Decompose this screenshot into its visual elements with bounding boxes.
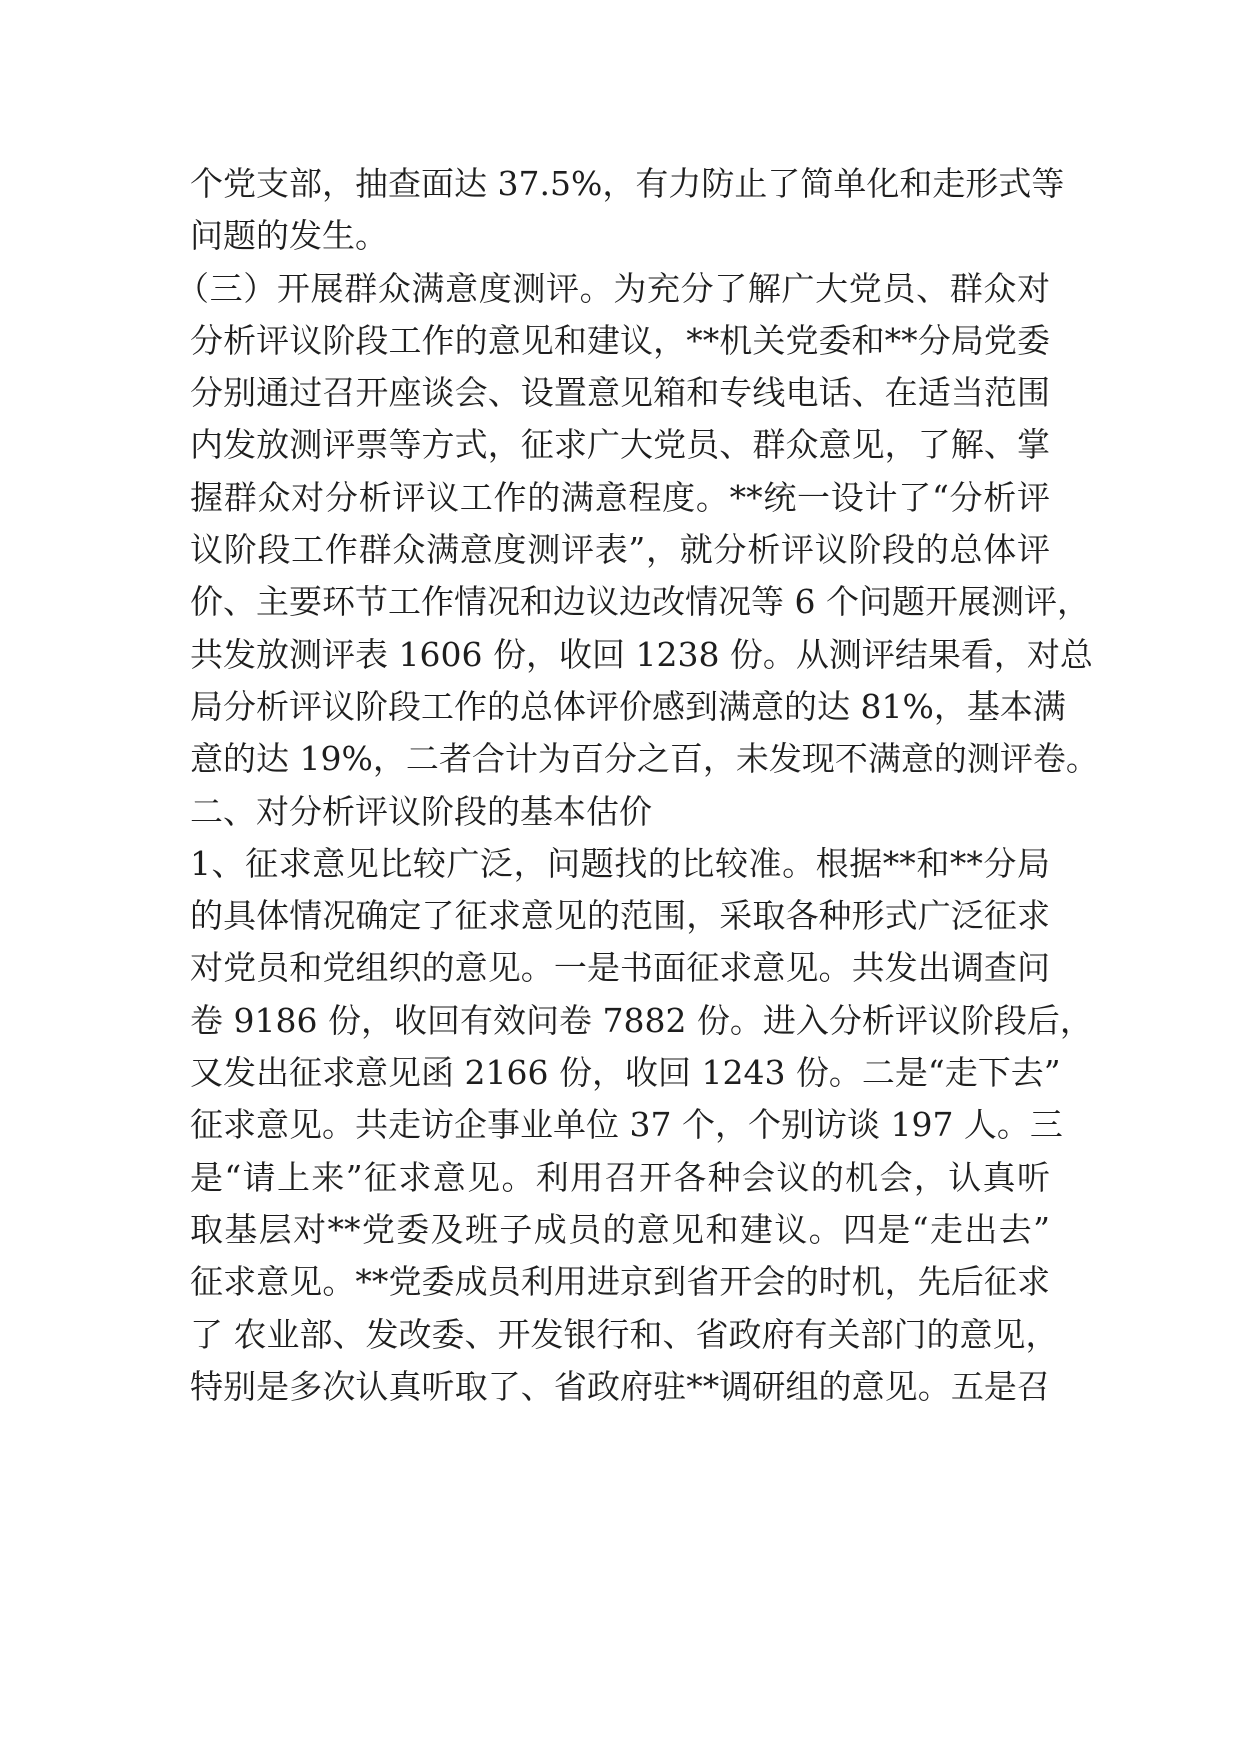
text-line: 价、主要环节工作情况和边议边改情况等 6 个问题开展测评， xyxy=(190,582,1090,622)
text-line: 特别是多次认真听取了、省政府驻**调研组的意见。五是召 xyxy=(190,1366,1050,1406)
text-line: 内发放测评票等方式，征求广大党员、群众意见，了解、掌 xyxy=(190,425,1050,465)
text-line: 局分析评议阶段工作的总体评价感到满意的达 81%，基本满 xyxy=(190,686,1066,726)
section-heading-line: （三）开展群众满意度测评。为充分了解广大党员、群众对 xyxy=(176,268,1050,308)
text-line: 握群众对分析评议工作的满意程度。**统一设计了“分析评 xyxy=(190,477,1050,517)
text-line: 1、征求意见比较广泛，问题找的比较准。根据**和**分局 xyxy=(190,843,1050,883)
text-line: 对党员和党组织的意见。一是书面征求意见。共发出调查问 xyxy=(190,948,1050,988)
text-line: 征求意见。**党委成员利用进京到省开会的时机，先后征求 xyxy=(190,1262,1050,1302)
text-line: 卷 9186 份，收回有效问卷 7882 份。进入分析评议阶段后， xyxy=(190,1000,1093,1040)
text-line: 了 农业部、发改委、开发银行和、省政府有关部门的意见， xyxy=(190,1314,1059,1354)
text-line: 个党支部，抽查面达 37.5%，有力防止了简单化和走形式等 xyxy=(190,164,1065,203)
text-line: 共发放测评表 1606 份，收回 1238 份。从测评结果看，对总 xyxy=(190,634,1093,674)
text-line: 问题的发生。 xyxy=(190,216,388,256)
text-line: 又发出征求意见函 2166 份，收回 1243 份。二是“走下去” xyxy=(190,1053,1061,1093)
text-line: 议阶段工作群众满意度测评表”，就分析评议阶段的总体评 xyxy=(190,530,1050,570)
text-line: 分别通过召开座谈会、设置意见箱和专线电话、在适当范围 xyxy=(190,373,1050,413)
body-text xyxy=(176,158,1099,1413)
text-line: 分析评议阶段工作的意见和建议，**机关党委和**分局党委 xyxy=(190,320,1050,360)
text-line: 取基层对**党委及班子成员的意见和建议。四是“走出去” xyxy=(190,1209,1050,1249)
section-heading: 二、对分析评议阶段的基本估价 xyxy=(190,791,652,831)
text-line: 的具体情况确定了征求意见的范围，采取各种形式广泛征求 xyxy=(190,896,1050,936)
text-line: 征求意见。共走访企事业单位 37 个，个别访谈 197 人。三 xyxy=(190,1105,1063,1145)
text-line: 意的达 19%，二者合计为百分之百，未发现不满意的测评卷。 xyxy=(190,739,1099,779)
text-line: 是“请上来”征求意见。利用召开各种会议的机会，认真听 xyxy=(190,1157,1050,1197)
